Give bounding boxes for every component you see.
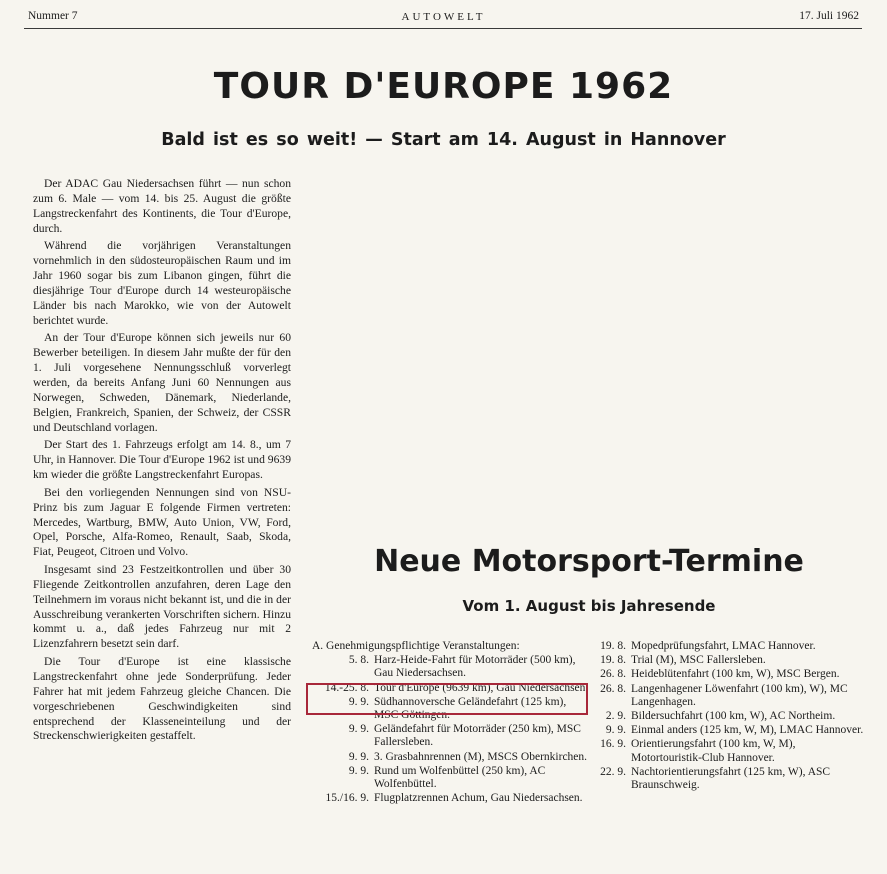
section-heading: A. Genehmigungspflichtige Veranstaltungen: xyxy=(312,640,520,652)
article-paragraph: Der Start des 1. Fahrzeugs erfolgt am 14. 8., um 7 Uhr, in Hannover. Die Tour d'Europe 1962 ist und 9639 km wieder die größte Langstreckenfahrt Europas. xyxy=(33,438,291,482)
event-text: Langenhagener Löwenfahrt (100 km), W), MC Langenhagen. xyxy=(631,682,848,708)
event-item xyxy=(592,710,864,723)
event-text: Tour d'Europe (9639 km), Gau Niedersachsen. xyxy=(374,681,589,694)
issue-number: Nummer 7 xyxy=(28,10,78,22)
events-column-left xyxy=(309,640,589,805)
event-text: Geländefahrt für Motorräder (250 km), MSC Fallersleben. xyxy=(374,723,581,749)
article-paragraph: Insgesamt sind 23 Festzeitkontrollen und über 30 Fliegende Zeitkontrollen anzufahren, deren Lage den Teilnehmern im voraus nicht bekannt ist, und die in der Ausschreibung verankerten Vorschriften sichern. Hinzu kommt u. a., daß jedes Fahrzeug nur mit 2 Lizenzfahrern besetzt sein darf. xyxy=(33,563,291,651)
event-text: Heideblütenfahrt (100 km, W), MSC Bergen. xyxy=(631,668,840,681)
issue-date: 17. Juli 1962 xyxy=(799,10,859,22)
event-text: Südhannoversche Geländefahrt (125 km), MSC Göttingen. xyxy=(374,695,567,722)
event-date: 9. 9. xyxy=(348,764,369,777)
event-item xyxy=(592,654,864,667)
article-body xyxy=(33,177,291,747)
event-item xyxy=(592,738,864,764)
event-date: 9. 9. xyxy=(348,750,369,763)
event-item xyxy=(592,683,864,709)
event-text: 3. Grasbahnrennen (M), MSCS Obernkirchen. xyxy=(374,750,588,763)
event-item xyxy=(592,640,864,653)
event-date: 2. 9. xyxy=(605,710,626,723)
event-item xyxy=(309,765,589,791)
event-date: 16. 9. xyxy=(600,738,626,751)
termine-subheading: Vom 1. August bis Jahresende xyxy=(462,597,716,615)
event-item xyxy=(309,723,589,749)
event-date: 26. 8. xyxy=(600,682,626,695)
highlight-box xyxy=(306,683,588,715)
event-date: 9. 9. xyxy=(348,723,369,736)
event-item xyxy=(592,766,864,792)
event-date: 9. 9. xyxy=(348,695,369,708)
header-rule xyxy=(24,28,862,29)
event-date: 14.-25. 8. xyxy=(324,681,369,694)
event-text: Orientierungsfahrt (100 km, W, M), Motortouristik-Club Hannover. xyxy=(631,738,796,764)
event-date: 9. 9. xyxy=(605,724,626,737)
article-paragraph: Der ADAC Gau Niedersachsen führt — nun schon zum 6. Male — vom 14. bis 25. August die größte Langstreckenfahrt des Kontinents, die Tour d'Europe, durch. xyxy=(33,177,291,235)
event-item xyxy=(309,751,589,764)
event-date: 22. 9. xyxy=(600,765,626,778)
event-date: 5. 8. xyxy=(348,654,369,667)
event-date: 26. 8. xyxy=(600,668,626,681)
event-text: Harz-Heide-Fahrt für Motorräder (500 km), Gau Niedersachsen. xyxy=(374,654,576,680)
page-subtitle: Bald ist es so weit! — Start am 14. August in Hannover xyxy=(161,130,726,150)
event-text: Flugplatzrennen Achum, Gau Niedersachsen. xyxy=(374,792,583,805)
event-date: 19. 8. xyxy=(600,654,626,667)
termine-heading: Neue Motorsport-Termine xyxy=(374,544,804,579)
event-item xyxy=(309,792,589,805)
event-text: Einmal anders (125 km, W, M), LMAC Hannover. xyxy=(631,724,864,737)
event-item xyxy=(309,654,589,680)
article-paragraph: An der Tour d'Europe können sich jeweils nur 60 Bewerber beteiligen. In diesem Jahr mußte der für den 1. Juli vorgesehene Nennungsschluß vorverlegt werden, da bereits Anfang Juni 60 Nennungen aus Norwegen, Schweden, Dänemark, Niederlande, Belgien, Frankreich, Spanien, der Schweiz, der CSSR und Deutschland vorlagen. xyxy=(33,331,291,434)
event-text: Mopedprüfungsfahrt, LMAC Hannover. xyxy=(631,640,816,652)
event-date: 15./16. 9. xyxy=(325,792,369,805)
publication-name: AUTOWELT xyxy=(401,11,486,23)
event-item xyxy=(592,668,864,681)
article-paragraph: Die Tour d'Europe ist eine klassische Langstreckenfahrt ohne jede Sonderprüfung. Jeder Fahrer hat mit jedem Fahrzeug gleiche Chancen. Die vorgeschriebenen Geschwindigkeiten sind entsprechend der Klasseneinteilung und der Streckenschwierigkeiten gestaffelt. xyxy=(33,655,291,743)
event-date: 19. 8. xyxy=(600,640,626,652)
article-paragraph: Bei den vorliegenden Nennungen sind von NSU-Prinz bis zum Jaguar E folgende Firmen vertreten: Mercedes, Wartburg, BMW, Auto Union, VW, Ford, Opel, Porsche, Alfa-Romeo, Renault, Saab, Skoda, Fiat, Peugeot, Citroen und Volvo. xyxy=(33,485,291,559)
event-text: Nachtorientierungsfahrt (125 km, W), ASC Braunschweig. xyxy=(631,765,831,792)
event-text: Rund um Wolfenbüttel (250 km), AC Wolfenbüttel. xyxy=(374,764,546,791)
event-item xyxy=(592,724,864,737)
event-text: Bildersuchfahrt (100 km, W), AC Northeim. xyxy=(631,710,836,723)
events-column-right xyxy=(592,640,864,792)
page-title: TOUR D'EUROPE 1962 xyxy=(213,66,674,107)
article-paragraph: Während die vorjährigen Veranstaltungen vornehmlich in den südosteuropäischen Raum und im Jahr 1960 sogar bis zum Libanon gingen, führt die diesjährige Tour d'Europe durch 14 westeuropäische Länder bis nach Marokko, wie von der Autowelt berichtet wurde. xyxy=(33,239,291,327)
event-text: Trial (M), MSC Fallersleben. xyxy=(631,654,766,667)
